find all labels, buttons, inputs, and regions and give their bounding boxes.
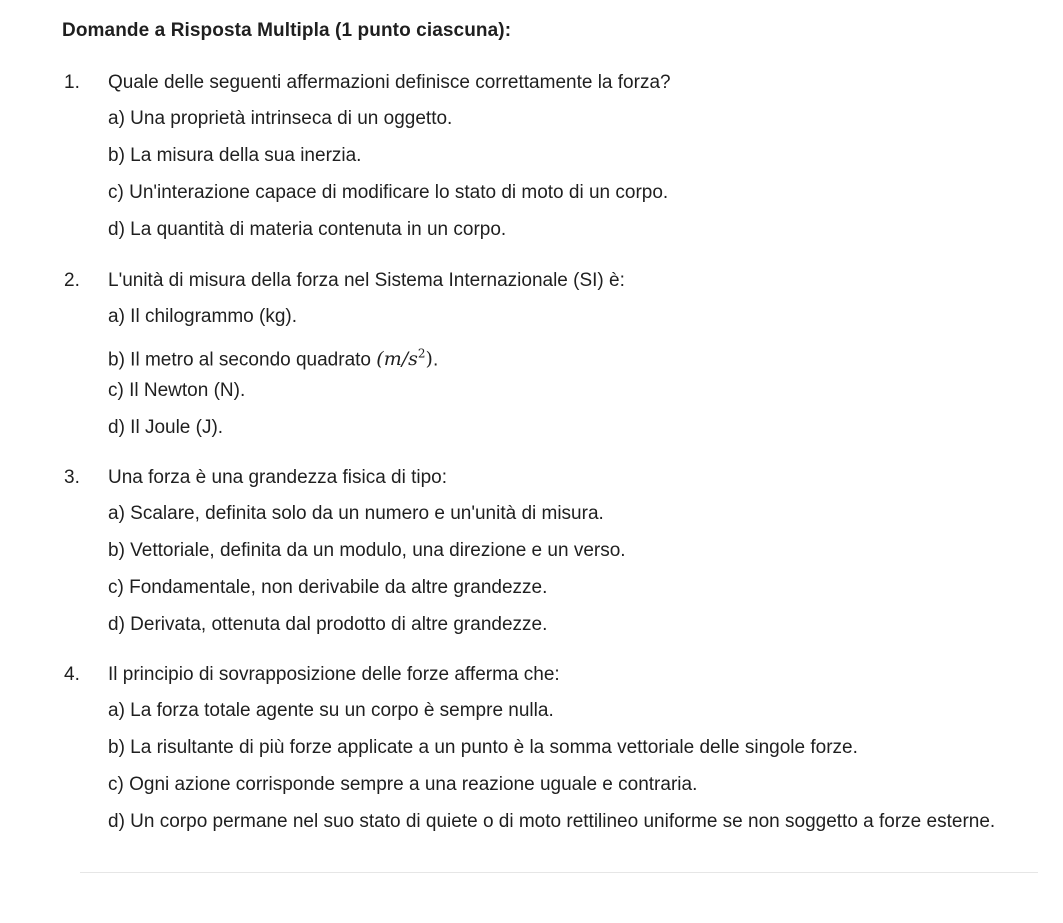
option-d: d) La quantità di materia contenuta in un corpo.: [108, 219, 507, 240]
option-b-period: .: [432, 349, 439, 371]
option-b-text: b) Il metro al secondo quadrato: [108, 349, 371, 371]
question-text: L'unità di misura della forza nel Sistema Internazionale (SI) è:: [108, 270, 625, 291]
option-b: b) La misura della sua inerzia.: [108, 145, 362, 166]
question-2: [0, 268, 1063, 452]
formula-var-s: s: [408, 348, 418, 371]
question-3: [0, 465, 1063, 649]
section-heading: Domande a Risposta Multipla (1 punto ciascuna):: [62, 20, 512, 41]
option-c: c) Fondamentale, non derivabile da altre grandezze.: [108, 577, 548, 598]
option-a: a) La forza totale agente su un corpo è sempre nulla.: [108, 700, 554, 721]
question-text: Il principio di sovrapposizione delle forze afferma che:: [108, 664, 560, 685]
option-c: c) Il Newton (N).: [108, 380, 246, 401]
question-text: Quale delle seguenti affermazioni definisce correttamente la forza?: [108, 72, 671, 93]
option-c: c) Un'interazione capace di modificare lo stato di moto di un corpo.: [108, 182, 669, 203]
option-b: b) Vettoriale, definita da un modulo, una direzione e un verso.: [108, 540, 626, 561]
question-number: 4.: [64, 664, 80, 685]
option-b: b) La risultante di più forze applicate a un punto è la somma vettoriale delle singole forze.: [108, 737, 858, 758]
formula-slash: /: [401, 348, 409, 371]
formula-exponent: 2: [417, 347, 426, 361]
unit-formula: [376, 348, 433, 370]
question-4: [0, 662, 1063, 840]
formula-open-paren: (: [376, 348, 384, 371]
option-d: d) Il Joule (J).: [108, 417, 224, 438]
question-number: 2.: [64, 270, 80, 291]
formula-var-m: m: [383, 348, 402, 371]
option-d: d) Derivata, ottenuta dal prodotto di altre grandezze.: [108, 614, 548, 635]
question-number: 1.: [64, 72, 80, 93]
question-text: Una forza è una grandezza fisica di tipo:: [108, 467, 448, 488]
formula-close-paren: ): [425, 348, 433, 371]
question-1: [0, 70, 1063, 254]
option-a: a) Una proprietà intrinseca di un oggetto.: [108, 108, 453, 129]
option-d: d) Un corpo permane nel suo stato di quiete o di moto rettilineo uniforme se non soggetto a forze esterne.: [108, 811, 996, 832]
option-c: c) Ogni azione corrisponde sempre a una reazione uguale e contraria.: [108, 774, 698, 795]
option-a: a) Scalare, definita solo da un numero e un'unità di misura.: [108, 503, 604, 524]
option-a: a) Il chilogrammo (kg).: [108, 306, 297, 327]
option-b: [108, 341, 1063, 378]
question-number: 3.: [64, 467, 80, 488]
divider: [80, 872, 1038, 873]
